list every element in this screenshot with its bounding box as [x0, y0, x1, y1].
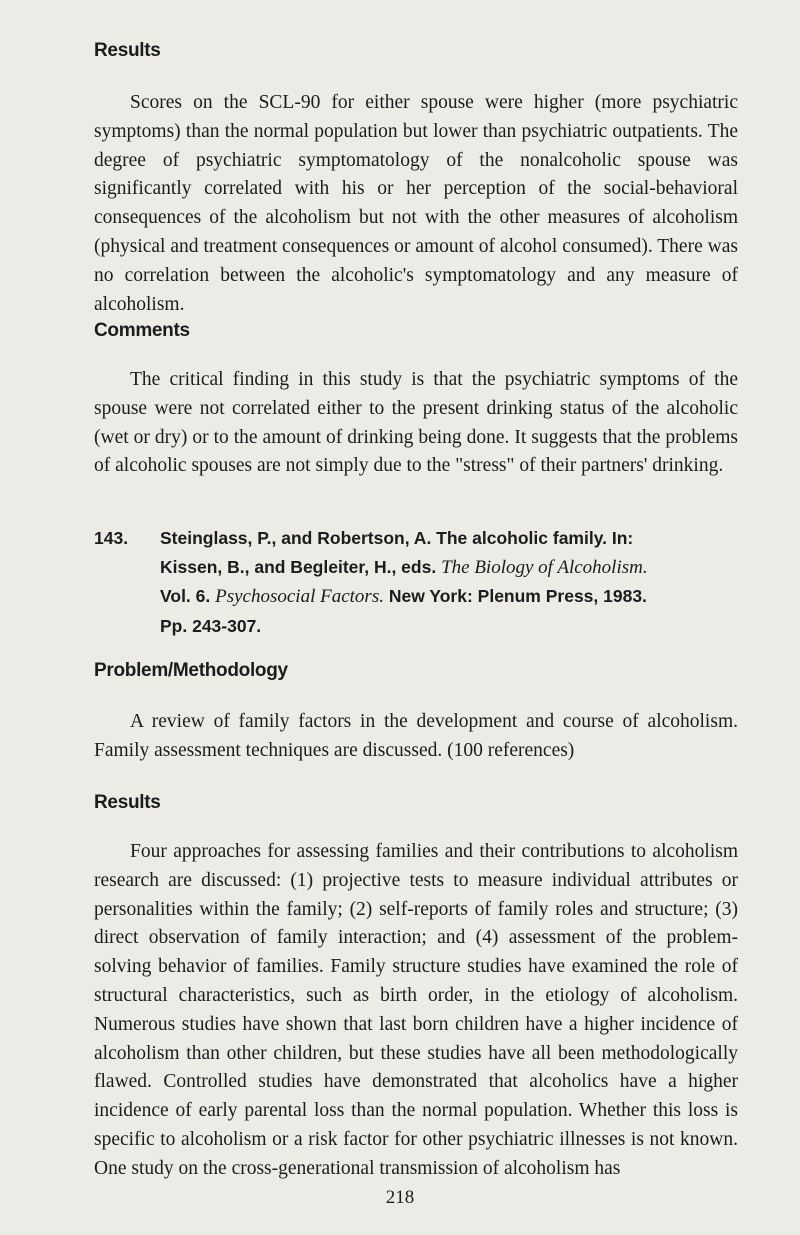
comments-heading: Comments	[94, 320, 190, 341]
citation-volume: Vol. 6. Psychosocial Factors. New York: Plenum Press, 1983.	[160, 586, 647, 608]
citation-volume-title: Psychosocial Factors.	[215, 586, 384, 608]
citation-number: 143.	[94, 528, 129, 548]
results-paragraph: Scores on the SCL-90 for either spouse were higher (more psychiatric symptoms) than the normal population but lower than psychiatric outpatients. The degree of psychiatric symptomatology of the nonalcoholic spouse was significantly correlated with his or her perception of the social-behavioral consequences of the alcoholism but not with the other measures of alcoholism (physical and treatment consequences or amount of alcohol consumed). There was no correlation between the alcoholic's symptomatology and any measure of alcoholism.	[94, 92, 738, 315]
page-number: 218	[385, 1187, 415, 1208]
results-heading-2: Results	[94, 792, 161, 813]
results-heading: Results	[94, 40, 161, 61]
citation-entry	[94, 524, 738, 640]
citation-editors: Kissen, B., and Begleiter, H., eds. The Biology of Alcoholism.	[160, 556, 648, 578]
citation-authors: Steinglass, P., and Robertson, A. The alcoholic family. In:	[160, 528, 634, 548]
citation-book-title: The Biology of Alcoholism.	[441, 556, 648, 578]
comments-paragraph: The critical finding in this study is that the psychiatric symptoms of the spouse were not correlated either to the present drinking status of the alcoholic (wet or dry) or to the amount of drinking being done. It suggests that the problems of alcoholic spouses are not simply due to the "stress" of their partners' drinking.	[94, 369, 738, 477]
problem-methodology-paragraph: A review of family factors in the development and course of alcoholism. Family assessment techniques are discussed. (100 references)	[94, 711, 738, 761]
citation-pages: Pp. 243-307.	[160, 615, 262, 636]
problem-methodology-heading: Problem/Methodology	[94, 660, 288, 681]
results-paragraph-2: Four approaches for assessing families and their contributions to alcoholism research are discussed: (1) projective tests to measure individual attributes or personalities within the family; (2) self-reports of family roles and structure; (3) direct observation of family interaction; and (4) assessment of the problem-solving behavior of families. Family structure studies have examined the role of structural characteristics, such as birth order, in the etiology of alcoholism. Numerous studies have shown that last born children have a higher incidence of alcoholism than other children, but these studies have all been methodologically flawed. Controlled studies have demonstrated that alcoholics have a higher incidence of early parental loss than the normal population. Whether this loss is specific to alcoholism or a risk factor for other psychiatric illnesses is not known. One study on the cross-generational transmission of alcoholism has	[94, 841, 738, 1179]
